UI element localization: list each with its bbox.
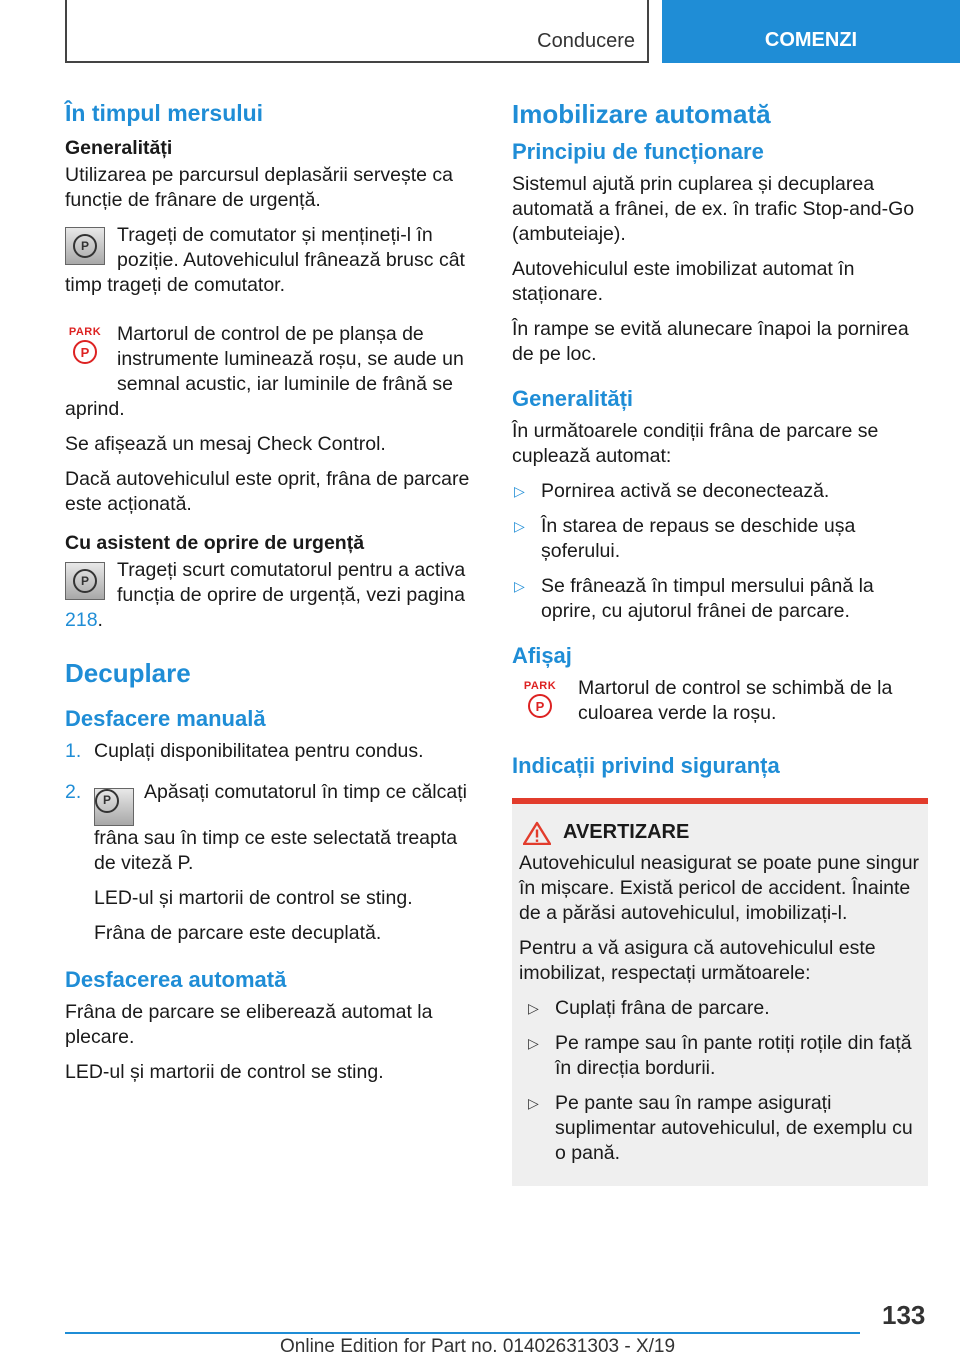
principiu-text-3: În rampe se evită alunecare înapoi la pornirea de pe loc. [512,318,909,365]
parking-brake-switch-icon: P [94,788,134,826]
parking-brake-switch-icon: P [65,227,105,265]
warning-list [526,996,921,1166]
park-lamp-icon: PARK P [520,680,560,726]
warning-icon [523,821,551,845]
heading-manuala: Desfacere manuală [65,706,266,731]
afisaj-text: Martorul de control se schimbă de la culoarea verde la roșu. [578,677,893,724]
principiu-text-1: Sistemul ajută prin cuplarea și decuplarea automată a frânei, de ex. în trafic Stop-and-Go (ambuteiaje). [512,173,915,245]
led-off-text: LED-ul și martorii de control se sting. [65,1060,384,1083]
list-item: ▷ Cuplați frâna de parcare. [528,997,770,1019]
header-chapter-tab[interactable]: COMENZI [662,0,960,63]
subheading-asistent: Cu asistent de oprire de urgență [65,532,365,554]
page-number: 133 [882,1300,926,1330]
pull-switch-block [65,223,483,298]
step2-result-a: LED-ul și martorii de control se sting. [94,886,413,909]
bullet-icon: ▷ [528,1095,539,1111]
lamp-block [65,322,483,422]
heading-siguranta: Indicații privind siguranța [512,753,780,778]
list-item: ▷ Pe rampe sau în pante rotiți roțile din față în direcția bordurii. [528,1032,912,1079]
bullet-icon: ▷ [528,1035,539,1051]
footer-edition: Online Edition for Part no. 01402631303 - X/19 [280,1336,676,1357]
header-section: Conducere [537,30,635,52]
park-lamp-icon: PARK P [65,326,105,372]
bullet-icon: ▷ [514,578,525,594]
asistent-text: Trageți scurt comutatorul pentru a activa funcția de oprire de urgență, vezi pagina [117,559,466,606]
step2-result-b: Frâna de parcare este decuplată. [94,921,382,944]
subheading-generalitati: Generalități [65,137,173,159]
asistent-block: P Trageți scurt comutatorul pentru a activa funcția de oprire de urgență, vezi pagina 218. [65,559,466,631]
bullet-icon: ▷ [514,483,525,499]
warning-title: AVERTIZARE [519,820,921,845]
warning-text-1: Autovehiculul neasigurat se poate pune singur în mișcare. Există pericol de accident. Înainte de a părăsi autovehiculul, imobilizați-l. [519,852,920,924]
steps-list [65,739,483,946]
bullet-icon: ▷ [528,1000,539,1016]
left-column [65,98,483,1095]
conditions-list [512,479,928,624]
afisaj-block [512,676,928,728]
warning-box [512,798,928,1186]
footer-divider [65,1332,860,1334]
stopped-text: Dacă autovehiculul este oprit, frâna de parcare este acționată. [65,468,470,515]
paragraph-generalitati: Utilizarea pe parcursul deplasării servește ca funcție de frânare de urgență. [65,164,454,211]
heading-mersului: În timpul mersului [65,100,264,126]
list-item: 2. P Apăsați comutatorul în timp ce călcați frâna sau în timp ce este selectată treapta de viteză P. LED-ul și martorii de control se sting. Frâna de parcare este decuplată. [65,780,483,946]
lamp-text: Martorul de control de pe planșa de instrumente luminează roșu, se aude un semnal acustic, iar luminile de frână se aprind. [65,323,464,420]
generalitati-text: În următoarele condiții frâna de parcare se cuplează automat: [512,420,879,467]
auto-release-text: Frâna de parcare se eliberează automat la plecare. [65,1000,433,1048]
heading-automata: Desfacerea automată [65,966,287,992]
heading-principiu: Principiu de funcționare [512,139,764,164]
bullet-icon: ▷ [514,518,525,534]
heading-imobilizare: Imobilizare automată [512,99,771,129]
parking-brake-switch-icon: P [65,562,105,600]
list-item: ▷ Pornirea activă se deconectează. [514,480,830,502]
check-control-text: Se afișează un mesaj Check Control. [65,433,386,455]
page-link-218[interactable]: 218 [65,609,98,631]
heading-generalitati: Generalități [512,386,634,411]
list-item: ▷ Pe pante sau în rampe asigurați suplimentar autovehiculul, de exemplu cu o pană. [528,1092,913,1164]
warning-text-2: Pentru a vă asigura că autovehiculul este imobilizat, respectați următoarele: [519,937,876,984]
principiu-text-2: Autovehiculul este imobilizat automat în staționare. [512,258,855,305]
heading-afisaj: Afișaj [512,643,572,668]
heading-decuplare: Decuplare [65,658,191,688]
list-item: ▷ În starea de repaus se deschide ușa șoferului. [514,515,856,562]
list-item: ▷ Se frânează în timpul mersului până la oprire, cu ajutorul frânei de parcare. [514,575,874,622]
list-item: 1. Cuplați disponibilitatea pentru condus. [65,740,424,762]
pull-switch-text: Trageți de comutator și mențineți-l în poziție. Autovehiculul frânează brusc cât timp trageți de comutator. [65,224,465,296]
right-column [512,98,928,1186]
